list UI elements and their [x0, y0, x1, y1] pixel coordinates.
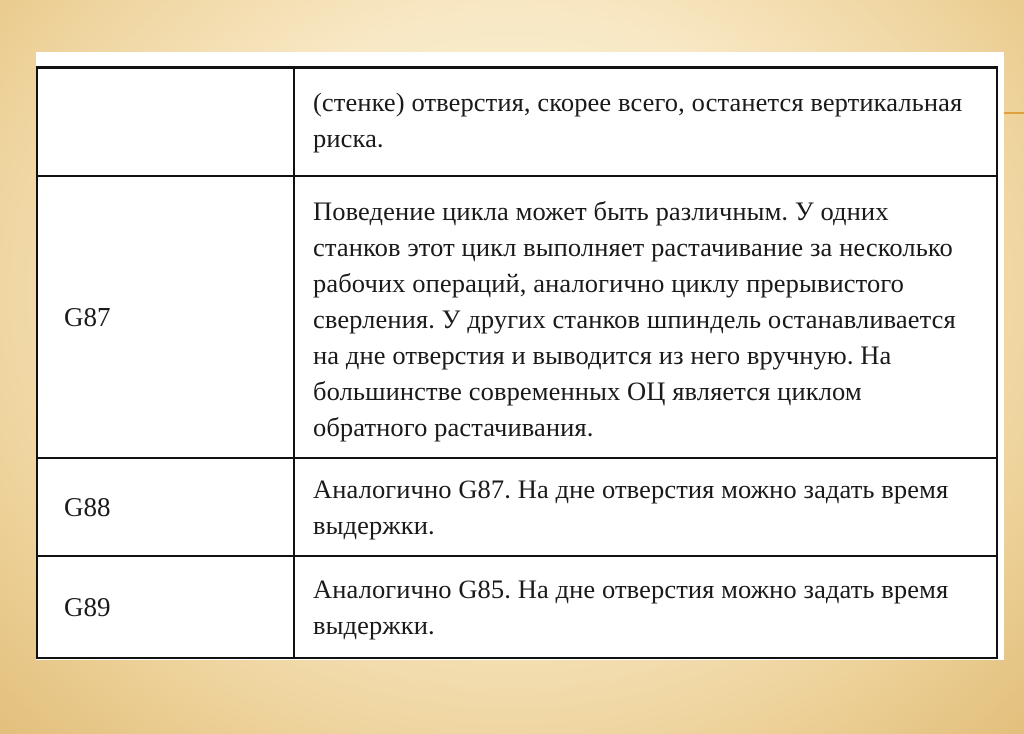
table-row: [37, 176, 997, 458]
cycle-code: G88: [37, 458, 294, 556]
cycle-description: (стенке) отверстия, скорее всего, останется вертикальная риска.: [294, 68, 997, 177]
decorative-accent-line: [1002, 112, 1024, 114]
table-row: [37, 458, 997, 556]
cycle-code: [37, 68, 294, 177]
cycle-code: G87: [37, 176, 294, 458]
table-row: [37, 556, 997, 658]
cycle-code: G89: [37, 556, 294, 658]
table-row: [37, 68, 997, 177]
cycle-description: Аналогично G87. На дне отверстия можно задать время выдержки.: [294, 458, 997, 556]
cycle-description: Поведение цикла может быть различным. У одних станков этот цикл выполняет растачивание за несколько рабочих операций, аналогично циклу прерывистого сверления. У других станков шпиндель останавливается на дне отверстия и выводится из него вручную. На большинстве современных ОЦ является циклом обратного растачивания.: [294, 176, 997, 458]
cycle-description: Аналогично G85. На дне отверстия можно задать время выдержки.: [294, 556, 997, 658]
cycle-table: [36, 66, 998, 659]
